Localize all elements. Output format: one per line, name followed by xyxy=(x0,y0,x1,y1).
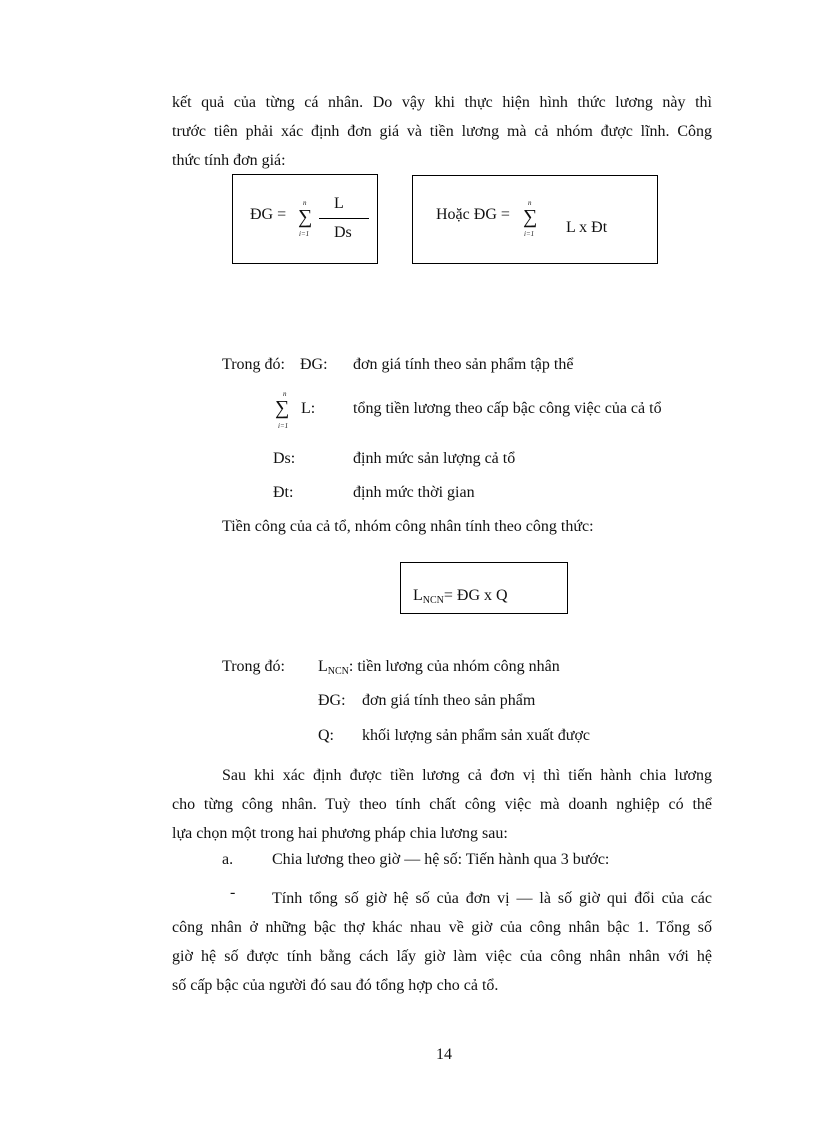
intro-line-2: trước tiên phải xác định đơn giá và tiền lương mà cả nhóm được lĩnh. Công xyxy=(172,123,712,140)
formula-box-unit-price xyxy=(232,174,378,264)
def-desc-dt: định mức thời gian xyxy=(353,484,475,501)
def-term-ds: Ds: xyxy=(273,450,296,467)
def-desc-l: tổng tiền lương theo cấp bậc công việc của cả tổ xyxy=(353,400,662,417)
formula3-expression xyxy=(413,587,508,606)
item-a-text: Chia lương theo giờ — hệ số: Tiến hành qua 3 bước: xyxy=(272,851,610,868)
formula2-sum-upper: n xyxy=(528,199,532,207)
def-term-dg: ĐG: xyxy=(300,356,328,373)
def2-item1-desc: : tiền lương của nhóm công nhân xyxy=(348,658,560,675)
formula3-l: L xyxy=(413,587,423,604)
bullet-paragraph xyxy=(172,884,712,1000)
wage-intro: Tiền công của cả tổ, nhóm công nhân tính theo công thức: xyxy=(222,518,594,535)
sigma-icon: ∑ xyxy=(298,206,313,228)
def2-item1-sub: NCN xyxy=(327,666,349,677)
formula-box-alt-unit-price xyxy=(412,175,658,264)
formula3-rhs: = ĐG x Q xyxy=(443,587,508,604)
formula1-sum-lower: i=1 xyxy=(299,230,310,238)
def-term-dt: Đt: xyxy=(273,484,294,501)
def2-item1 xyxy=(318,658,560,677)
formula1-numerator: L xyxy=(334,195,344,212)
formula1-denominator: Ds xyxy=(334,224,352,241)
def2-item1-term: L xyxy=(318,658,328,675)
formula3-sub: NCN xyxy=(422,595,444,606)
bullet-line-2: công nhân ở những bậc thợ khác nhau về giờ của công nhân bậc 1. Tổng số xyxy=(172,919,712,936)
intro-line-3: thức tính đơn giá: xyxy=(172,152,286,169)
def-term-l: L: xyxy=(301,400,316,417)
formula-box-group-wage xyxy=(400,562,568,614)
def-desc-ds: định mức sản lượng cả tổ xyxy=(353,450,516,467)
def-desc-dg: đơn giá tính theo sản phẩm tập thể xyxy=(353,356,574,373)
def2-item2-desc: đơn giá tính theo sản phẩm xyxy=(362,692,536,709)
page-number: 14 xyxy=(436,1046,452,1063)
para1-line-1: Sau khi xác định được tiền lương cả đơn vị thì tiến hành chia lương xyxy=(222,767,712,784)
def2-item3-term: Q: xyxy=(318,727,334,744)
def2-item3-desc: khối lượng sản phẩm sản xuất được xyxy=(362,727,591,744)
bullet-marker: - xyxy=(230,884,236,901)
para1-line-3: lựa chọn một trong hai phương pháp chia lương sau: xyxy=(172,825,508,842)
formula1-lhs: ĐG = xyxy=(250,206,287,223)
allocation-paragraph xyxy=(172,761,712,848)
formula2-lhs: Hoặc ĐG = xyxy=(436,206,510,223)
def-sum-lower: i=1 xyxy=(278,422,289,430)
intro-paragraph xyxy=(172,88,712,175)
def-sum-upper: n xyxy=(283,390,287,398)
intro-line-1: kết quả của từng cá nhân. Do vậy khi thực hiện hình thức lương này thì xyxy=(172,94,712,111)
sigma-icon: ∑ xyxy=(523,206,538,228)
sigma-icon: ∑ xyxy=(275,397,290,419)
bullet-line-4: số cấp bậc của người đó sau đó tổng hợp cho cả tổ. xyxy=(172,977,499,994)
bullet-line-1: Tính tổng số giờ hệ số của đơn vị — là số giờ qui đổi của các xyxy=(272,890,712,907)
fraction-bar xyxy=(319,218,369,219)
para1-line-2: cho từng công nhân. Tuỳ theo tính chất công việc mà doanh nghiệp có thể xyxy=(172,796,712,813)
definitions2-lead: Trong đó: xyxy=(222,658,285,675)
formula2-sum-lower: i=1 xyxy=(524,230,535,238)
definitions-lead: Trong đó: xyxy=(222,356,285,373)
formula1-sum-upper: n xyxy=(303,199,307,207)
formula2-expr: L x Đt xyxy=(566,219,608,236)
def2-item2-term: ĐG: xyxy=(318,692,346,709)
bullet-line-3: giờ hệ số được tính bằng cách lấy giờ làm việc của công nhân nhân với hệ xyxy=(172,948,712,965)
item-a-marker: a. xyxy=(222,851,234,868)
